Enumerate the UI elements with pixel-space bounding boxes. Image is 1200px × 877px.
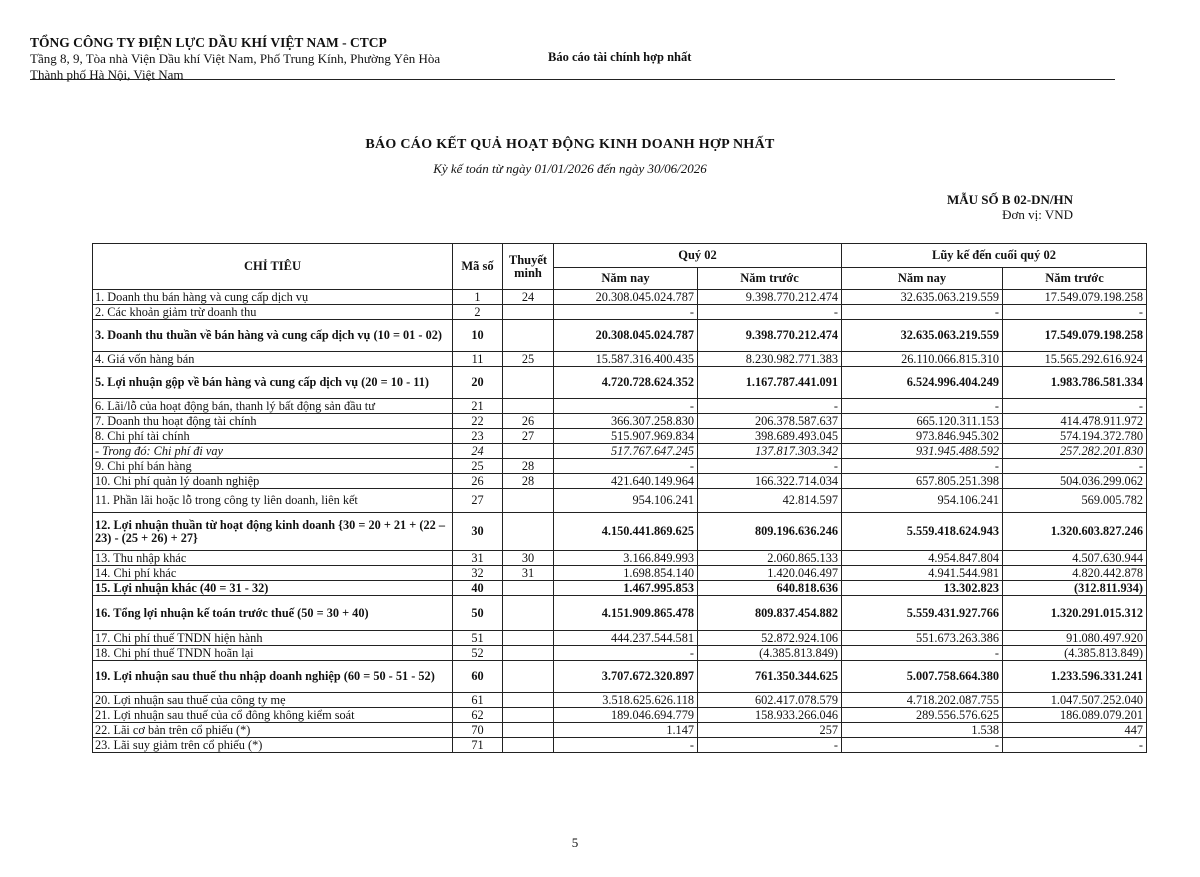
row-ytd-last-year: 17.549.079.198.258 — [1003, 320, 1147, 352]
col-header-ytd-last-year: Năm trước — [1003, 268, 1147, 290]
col-header-item: CHỈ TIÊU — [93, 244, 453, 290]
row-quarter-last-year: (4.385.813.849) — [698, 646, 842, 661]
row-code: 52 — [453, 646, 503, 661]
row-quarter-last-year: 2.060.865.133 — [698, 551, 842, 566]
table-row — [93, 708, 1147, 723]
row-quarter-this-year: 444.237.544.581 — [554, 631, 698, 646]
row-note: 27 — [503, 429, 554, 444]
row-note: 24 — [503, 290, 554, 305]
row-ytd-this-year: 32.635.063.219.559 — [842, 290, 1003, 305]
row-ytd-this-year: 973.846.945.302 — [842, 429, 1003, 444]
row-ytd-this-year: 32.635.063.219.559 — [842, 320, 1003, 352]
table-row — [93, 459, 1147, 474]
row-ytd-last-year: 1.233.596.331.241 — [1003, 661, 1147, 693]
row-ytd-this-year: 4.954.847.804 — [842, 551, 1003, 566]
row-ytd-last-year: 574.194.372.780 — [1003, 429, 1147, 444]
row-label: 6. Lãi/lỗ của hoạt động bán, thanh lý bất động sản đầu tư — [93, 399, 453, 414]
row-ytd-last-year: 1.320.291.015.312 — [1003, 596, 1147, 631]
col-header-q-last-year: Năm trước — [698, 268, 842, 290]
row-quarter-this-year: 20.308.045.024.787 — [554, 290, 698, 305]
table-row — [93, 513, 1147, 551]
row-note — [503, 646, 554, 661]
table-row — [93, 444, 1147, 459]
col-header-ytd-this-year: Năm nay — [842, 268, 1003, 290]
row-note — [503, 738, 554, 753]
row-quarter-this-year: 1.467.995.853 — [554, 581, 698, 596]
row-ytd-last-year: 91.080.497.920 — [1003, 631, 1147, 646]
row-label: 21. Lợi nhuận sau thuế của cổ đông không kiểm soát — [93, 708, 453, 723]
table-row — [93, 474, 1147, 489]
currency-unit: Đơn vị: VND — [1002, 207, 1073, 222]
row-ytd-last-year: 186.089.079.201 — [1003, 708, 1147, 723]
company-address-line1: Tầng 8, 9, Tòa nhà Viện Dầu khí Việt Nam, Phố Trung Kính, Phường Yên Hòa — [30, 51, 441, 66]
row-ytd-this-year: - — [842, 738, 1003, 753]
table-row — [93, 414, 1147, 429]
row-code: 21 — [453, 399, 503, 414]
col-header-ytd: Lũy kế đến cuối quý 02 — [842, 244, 1147, 268]
row-quarter-last-year: 52.872.924.106 — [698, 631, 842, 646]
row-ytd-last-year: 569.005.782 — [1003, 489, 1147, 513]
row-quarter-last-year: 42.814.597 — [698, 489, 842, 513]
row-ytd-this-year: 931.945.488.592 — [842, 444, 1003, 459]
company-name: TỔNG CÔNG TY ĐIỆN LỰC DẦU KHÍ VIỆT NAM - CTCP — [30, 35, 387, 50]
row-quarter-this-year: 515.907.969.834 — [554, 429, 698, 444]
row-quarter-last-year: - — [698, 399, 842, 414]
row-label: 8. Chi phí tài chính — [93, 429, 453, 444]
row-ytd-this-year: 13.302.823 — [842, 581, 1003, 596]
row-note — [503, 723, 554, 738]
col-header-quarter: Quý 02 — [554, 244, 842, 268]
row-label: 19. Lợi nhuận sau thuế thu nhập doanh nghiệp (60 = 50 - 51 - 52) — [93, 661, 453, 693]
row-quarter-last-year: 1.420.046.497 — [698, 566, 842, 581]
row-code: 22 — [453, 414, 503, 429]
row-ytd-last-year: 447 — [1003, 723, 1147, 738]
row-ytd-last-year: 17.549.079.198.258 — [1003, 290, 1147, 305]
row-note — [503, 581, 554, 596]
row-quarter-last-year: 9.398.770.212.474 — [698, 290, 842, 305]
row-code: 40 — [453, 581, 503, 596]
row-note — [503, 444, 554, 459]
row-label: 23. Lãi suy giảm trên cổ phiếu (*) — [93, 738, 453, 753]
row-code: 1 — [453, 290, 503, 305]
form-code: MẪU SỐ B 02-DN/HN — [946, 192, 1073, 207]
row-ytd-last-year: (312.811.934) — [1003, 581, 1147, 596]
row-label: 4. Giá vốn hàng bán — [93, 352, 453, 367]
row-quarter-last-year: 602.417.078.579 — [698, 693, 842, 708]
row-label: 5. Lợi nhuận gộp về bán hàng và cung cấp dịch vụ (20 = 10 - 11) — [93, 367, 453, 399]
row-ytd-this-year: 4.718.202.087.755 — [842, 693, 1003, 708]
col-header-note: Thuyết minh — [503, 244, 554, 290]
table-row — [93, 596, 1147, 631]
row-quarter-this-year: 20.308.045.024.787 — [554, 320, 698, 352]
row-quarter-this-year: 1.698.854.140 — [554, 566, 698, 581]
row-quarter-this-year: 1.147 — [554, 723, 698, 738]
row-note — [503, 631, 554, 646]
row-ytd-last-year: 15.565.292.616.924 — [1003, 352, 1147, 367]
row-note: 31 — [503, 566, 554, 581]
row-note — [503, 708, 554, 723]
company-address-line2: Thành phố Hà Nội, Việt Nam — [30, 67, 184, 82]
row-code: 26 — [453, 474, 503, 489]
row-code: 31 — [453, 551, 503, 566]
row-ytd-last-year: - — [1003, 459, 1147, 474]
table-body — [93, 290, 1147, 753]
row-quarter-this-year: 954.106.241 — [554, 489, 698, 513]
row-quarter-last-year: 1.167.787.441.091 — [698, 367, 842, 399]
row-note: 30 — [503, 551, 554, 566]
row-ytd-this-year: - — [842, 459, 1003, 474]
table-row — [93, 489, 1147, 513]
table-row — [93, 399, 1147, 414]
row-label: 22. Lãi cơ bản trên cổ phiếu (*) — [93, 723, 453, 738]
row-quarter-this-year: 3.166.849.993 — [554, 551, 698, 566]
row-label: 12. Lợi nhuận thuần từ hoạt động kinh doanh {30 = 20 + 21 + (22 – 23) - (25 + 26) + 27} — [93, 513, 453, 551]
row-code: 51 — [453, 631, 503, 646]
row-ytd-this-year: 4.941.544.981 — [842, 566, 1003, 581]
row-label: 17. Chi phí thuế TNDN hiện hành — [93, 631, 453, 646]
row-ytd-last-year: 414.478.911.972 — [1003, 414, 1147, 429]
row-quarter-this-year: 4.720.728.624.352 — [554, 367, 698, 399]
row-code: 70 — [453, 723, 503, 738]
row-quarter-last-year: 137.817.303.342 — [698, 444, 842, 459]
table-row — [93, 723, 1147, 738]
table-row — [93, 320, 1147, 352]
table-row — [93, 367, 1147, 399]
row-label: 13. Thu nhập khác — [93, 551, 453, 566]
table-row — [93, 631, 1147, 646]
row-quarter-this-year: - — [554, 305, 698, 320]
row-code: 32 — [453, 566, 503, 581]
row-label: 20. Lợi nhuận sau thuế của công ty mẹ — [93, 693, 453, 708]
row-ytd-this-year: - — [842, 399, 1003, 414]
row-quarter-this-year: - — [554, 399, 698, 414]
page-number: 5 — [571, 835, 579, 850]
row-note — [503, 693, 554, 708]
row-ytd-last-year: 1.320.603.827.246 — [1003, 513, 1147, 551]
row-label: 2. Các khoản giảm trừ doanh thu — [93, 305, 453, 320]
table-row — [93, 581, 1147, 596]
row-label: 16. Tổng lợi nhuận kế toán trước thuế (50 = 30 + 40) — [93, 596, 453, 631]
row-label: 1. Doanh thu bán hàng và cung cấp dịch vụ — [93, 290, 453, 305]
table-row — [93, 661, 1147, 693]
row-quarter-this-year: 517.767.647.245 — [554, 444, 698, 459]
row-code: 30 — [453, 513, 503, 551]
row-ytd-this-year: - — [842, 305, 1003, 320]
row-quarter-last-year: 257 — [698, 723, 842, 738]
row-note — [503, 399, 554, 414]
row-label: 3. Doanh thu thuần về bán hàng và cung cấp dịch vụ (10 = 01 - 02) — [93, 320, 453, 352]
table-row — [93, 738, 1147, 753]
row-quarter-this-year: 3.707.672.320.897 — [554, 661, 698, 693]
table-row — [93, 290, 1147, 305]
row-code: 60 — [453, 661, 503, 693]
row-note — [503, 661, 554, 693]
row-quarter-this-year: - — [554, 738, 698, 753]
report-type: Báo cáo tài chính hợp nhất — [548, 50, 692, 64]
row-ytd-this-year: 5.007.758.664.380 — [842, 661, 1003, 693]
row-ytd-this-year: 1.538 — [842, 723, 1003, 738]
row-ytd-this-year: - — [842, 646, 1003, 661]
row-label: 7. Doanh thu hoạt động tài chính — [93, 414, 453, 429]
row-note — [503, 305, 554, 320]
row-ytd-this-year: 954.106.241 — [842, 489, 1003, 513]
row-quarter-this-year: 4.150.441.869.625 — [554, 513, 698, 551]
row-ytd-last-year: 257.282.201.830 — [1003, 444, 1147, 459]
row-ytd-this-year: 26.110.066.815.310 — [842, 352, 1003, 367]
row-ytd-last-year: - — [1003, 305, 1147, 320]
row-ytd-last-year: 4.507.630.944 — [1003, 551, 1147, 566]
row-note — [503, 489, 554, 513]
row-quarter-last-year: - — [698, 459, 842, 474]
row-code: 24 — [453, 444, 503, 459]
row-note: 26 — [503, 414, 554, 429]
row-ytd-this-year: 6.524.996.404.249 — [842, 367, 1003, 399]
row-note: 28 — [503, 459, 554, 474]
row-quarter-last-year: 9.398.770.212.474 — [698, 320, 842, 352]
row-quarter-this-year: 189.046.694.779 — [554, 708, 698, 723]
row-note — [503, 513, 554, 551]
row-quarter-this-year: 366.307.258.830 — [554, 414, 698, 429]
row-quarter-this-year: 4.151.909.865.478 — [554, 596, 698, 631]
row-code: 71 — [453, 738, 503, 753]
table-row — [93, 646, 1147, 661]
report-title: BÁO CÁO KẾT QUẢ HOẠT ĐỘNG KINH DOANH HỢP NHẤT — [365, 137, 775, 152]
row-label: 18. Chi phí thuế TNDN hoãn lại — [93, 646, 453, 661]
row-quarter-last-year: 158.933.266.046 — [698, 708, 842, 723]
row-code: 11 — [453, 352, 503, 367]
row-quarter-last-year: 206.378.587.637 — [698, 414, 842, 429]
table-row — [93, 352, 1147, 367]
row-quarter-this-year: - — [554, 646, 698, 661]
row-ytd-this-year: 665.120.311.153 — [842, 414, 1003, 429]
row-ytd-last-year: 1.047.507.252.040 — [1003, 693, 1147, 708]
row-note — [503, 367, 554, 399]
row-code: 25 — [453, 459, 503, 474]
row-label: 11. Phần lãi hoặc lỗ trong công ty liên doanh, liên kết — [93, 489, 453, 513]
income-statement-table — [92, 243, 1147, 753]
row-quarter-last-year: 8.230.982.771.383 — [698, 352, 842, 367]
row-quarter-last-year: 761.350.344.625 — [698, 661, 842, 693]
row-code: 20 — [453, 367, 503, 399]
row-label: - Trong đó: Chi phí đi vay — [93, 444, 453, 459]
row-label: 9. Chi phí bán hàng — [93, 459, 453, 474]
row-ytd-last-year: - — [1003, 399, 1147, 414]
row-ytd-this-year: 657.805.251.398 — [842, 474, 1003, 489]
row-ytd-last-year: (4.385.813.849) — [1003, 646, 1147, 661]
row-ytd-last-year: 504.036.299.062 — [1003, 474, 1147, 489]
row-code: 10 — [453, 320, 503, 352]
row-quarter-last-year: - — [698, 738, 842, 753]
row-quarter-this-year: - — [554, 459, 698, 474]
row-quarter-last-year: - — [698, 305, 842, 320]
col-header-code: Mã số — [453, 244, 503, 290]
row-ytd-last-year: 1.983.786.581.334 — [1003, 367, 1147, 399]
row-note — [503, 596, 554, 631]
table-row — [93, 429, 1147, 444]
row-code: 23 — [453, 429, 503, 444]
row-code: 2 — [453, 305, 503, 320]
form-info — [947, 192, 1073, 222]
table-row — [93, 551, 1147, 566]
report-period: Kỳ kế toán từ ngày 01/01/2026 đến ngày 30/06/2026 — [433, 161, 707, 176]
row-note — [503, 320, 554, 352]
row-quarter-this-year: 421.640.149.964 — [554, 474, 698, 489]
row-quarter-last-year: 166.322.714.034 — [698, 474, 842, 489]
row-code: 27 — [453, 489, 503, 513]
row-ytd-this-year: 289.556.576.625 — [842, 708, 1003, 723]
col-header-q-this-year: Năm nay — [554, 268, 698, 290]
row-quarter-last-year: 809.837.454.882 — [698, 596, 842, 631]
row-quarter-last-year: 398.689.493.045 — [698, 429, 842, 444]
row-label: 14. Chi phí khác — [93, 566, 453, 581]
table-row — [93, 693, 1147, 708]
row-ytd-this-year: 5.559.418.624.943 — [842, 513, 1003, 551]
row-note: 25 — [503, 352, 554, 367]
row-quarter-this-year: 3.518.625.626.118 — [554, 693, 698, 708]
row-note: 28 — [503, 474, 554, 489]
row-ytd-last-year: 4.820.442.878 — [1003, 566, 1147, 581]
row-ytd-this-year: 5.559.431.927.766 — [842, 596, 1003, 631]
row-quarter-this-year: 15.587.316.400.435 — [554, 352, 698, 367]
row-quarter-last-year: 640.818.636 — [698, 581, 842, 596]
row-code: 62 — [453, 708, 503, 723]
row-quarter-last-year: 809.196.636.246 — [698, 513, 842, 551]
row-label: 15. Lợi nhuận khác (40 = 31 - 32) — [93, 581, 453, 596]
row-ytd-last-year: - — [1003, 738, 1147, 753]
row-code: 61 — [453, 693, 503, 708]
row-ytd-this-year: 551.673.263.386 — [842, 631, 1003, 646]
table-row — [93, 566, 1147, 581]
header-divider — [30, 79, 1115, 80]
row-code: 50 — [453, 596, 503, 631]
row-label: 10. Chi phí quản lý doanh nghiệp — [93, 474, 453, 489]
table-row — [93, 305, 1147, 320]
